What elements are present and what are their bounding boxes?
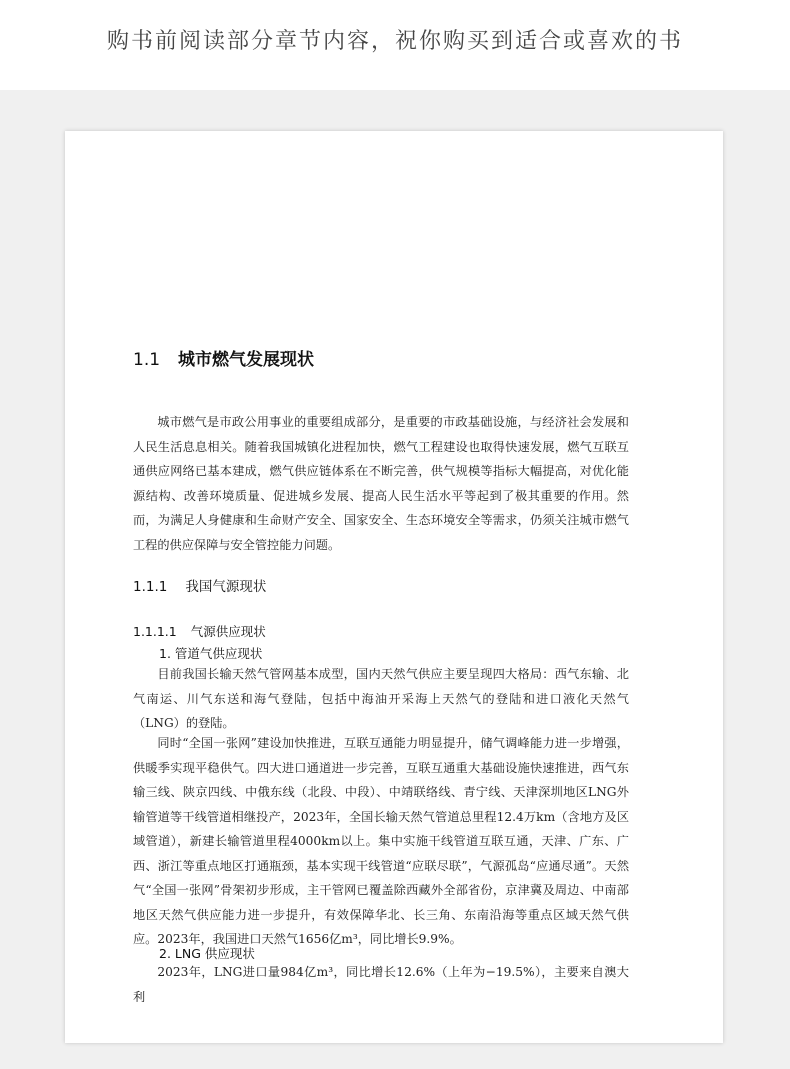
pipeline-paragraph-2: 同时“全国一张网”建设加快推进，互联互通能力明显提升，储气调峰能力进一步增强，供暖季实现平稳供气。四大进口通道进一步完善，互联互通重大基础设施快速推进，西气东输三线、陕京四线、中俄东线（北段、中段）、中靖联络线、青宁线、天津深圳地区LNG外输管道等干线管道相继投产，2023年，全国长输天然气管道总里程12.4万km（含地方及区域管道），新建长输管道里程4000km以上。集中实施干线管道互联互通，天津、广东、广西、浙江等重点地区打通瓶颈，基本实现干线管道“应联尽联”，气源孤岛“应通尽通”。天然气“全国一张网”骨架初步形成，主干管网已覆盖除西藏外全部省份，京津冀及周边、中南部地区天然气供应能力进一步提升，有效保障华北、长三角、东南沿海等重点区域天然气供应。2023年，我国进口天然气1656亿m³，同比增长9.9%。 bbox=[133, 736, 629, 946]
preview-notice-text: 购书前阅读部分章节内容，祝你购买到适合或喜欢的书 bbox=[106, 29, 683, 54]
section-number: 1.1.1 bbox=[133, 579, 168, 595]
section-number: 1.1 bbox=[133, 350, 161, 370]
section-heading-1-1-1-1 bbox=[133, 622, 266, 640]
lng-paragraph-1: 2023年，LNG进口量984亿m³，同比增长12.6%（上年为−19.5%），主要来自澳大利 bbox=[133, 965, 629, 1004]
section-title: 我国气源现状 bbox=[185, 579, 267, 595]
section-title: 城市燃气发展现状 bbox=[178, 350, 315, 370]
pipeline-paragraph-1: 目前我国长输天然气管网基本成型，国内天然气供应主要呈现四大格局：西气东输、北气南运、川气东送和海气登陆，包括中海油开采海上天然气的登陆和进口液化天然气（LNG）的登陆。 bbox=[133, 667, 629, 730]
intro-paragraph: 城市燃气是市政公用事业的重要组成部分，是重要的市政基础设施，与经济社会发展和人民生活息息相关。随着我国城镇化进程加快，燃气工程建设也取得快速发展，燃气互联互通供应网络已基本建成，燃气供应链体系在不断完善，供气规模等指标大幅提高，对优化能源结构、改善环境质量、促进城乡发展、提高人民生活水平等起到了极其重要的作用。然而，为满足人身健康和生命财产安全、国家安全、生态环境安全等需求，仍须关注城市燃气工程的供应保障与安全管控能力问题。 bbox=[133, 415, 629, 552]
preview-banner bbox=[0, 0, 790, 90]
document-page bbox=[65, 131, 723, 1043]
section-number: 1.1.1.1 bbox=[133, 624, 177, 639]
item-heading-pipeline-gas: 1. 管道气供应现状 bbox=[159, 646, 263, 661]
section-heading-1-1-1 bbox=[133, 575, 266, 595]
section-title: 气源供应现状 bbox=[190, 624, 266, 639]
section-heading-1-1 bbox=[133, 345, 314, 370]
item-heading-lng: 2. LNG 供应现状 bbox=[159, 946, 255, 961]
